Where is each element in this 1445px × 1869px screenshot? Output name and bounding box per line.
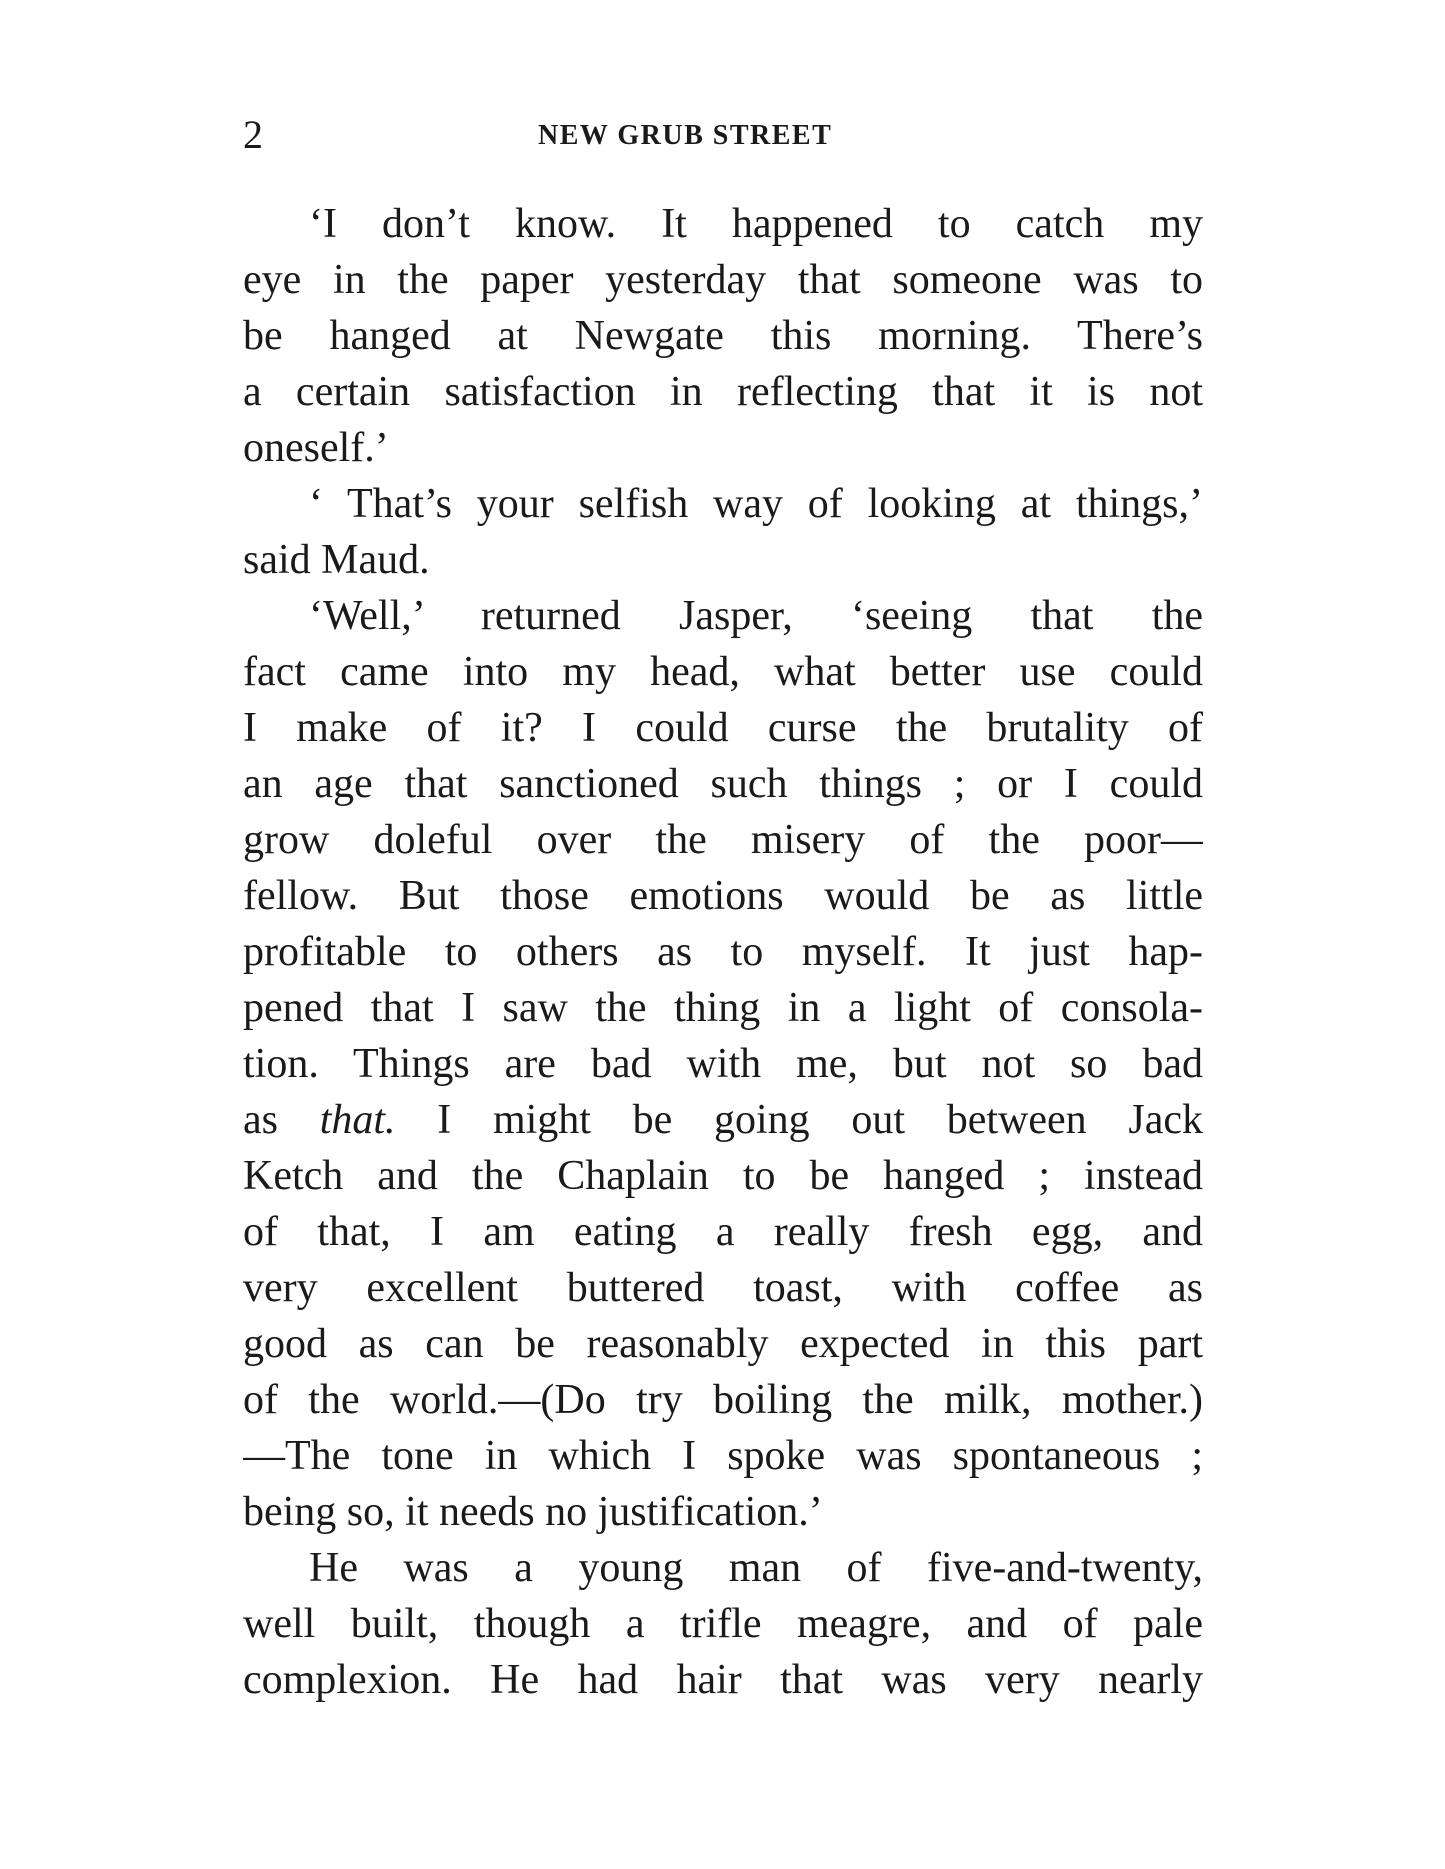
text-line: well built, though a trifle meagre, and of pale [243, 1601, 1203, 1647]
text-line: oneself.’ [243, 425, 389, 471]
running-head [243, 110, 1203, 160]
running-title: NEW GRUB STREET [538, 120, 833, 151]
paragraph-2 [243, 476, 1203, 588]
text-line: He was a young man of five-and-twenty, [309, 1545, 1203, 1591]
text-line-with-italic [243, 1092, 1203, 1148]
paragraph-4 [243, 1540, 1203, 1708]
text-line: fellow. But those emotions would be as little [243, 873, 1203, 919]
text-line: being so, it needs no justification.’ [243, 1489, 823, 1535]
text-line: of the world.—(Do try boiling the milk, mother.) [243, 1377, 1203, 1423]
text-fragment: I might be going out between Jack [437, 1097, 1203, 1143]
text-line: Ketch and the Chaplain to be hanged ; instead [243, 1153, 1203, 1199]
text-line: grow doleful over the misery of the poor— [243, 817, 1203, 863]
text-line: be hanged at Newgate this morning. There’s [243, 313, 1203, 359]
text-line: ‘I don’t know. It happened to catch my [309, 201, 1203, 247]
text-line: eye in the paper yesterday that someone was to [243, 257, 1203, 303]
text-line: profitable to others as to myself. It just hap- [243, 929, 1203, 975]
text-line: a certain satisfaction in reflecting that it is not [243, 369, 1203, 415]
paragraph-1 [243, 196, 1203, 476]
text-line: good as can be reasonably expected in this part [243, 1321, 1203, 1367]
text-line: pened that I saw the thing in a light of consola- [243, 985, 1203, 1031]
text-line: —The tone in which I spoke was spontaneous ; [243, 1433, 1203, 1479]
body-text [243, 196, 1203, 1708]
page-number: 2 [243, 112, 263, 157]
text-line: of that, I am eating a really fresh egg, and [243, 1209, 1203, 1255]
text-line: ‘Well,’ returned Jasper, ‘seeing that the [309, 593, 1203, 639]
paragraph-3 [243, 588, 1203, 1540]
text-line: tion. Things are bad with me, but not so bad [243, 1041, 1203, 1087]
text-line: said Maud. [243, 537, 430, 583]
text-line: I make of it? I could curse the brutality of [243, 705, 1203, 751]
text-word: as [243, 1097, 278, 1143]
italic-word: that. [319, 1097, 396, 1143]
text-line: ‘ That’s your selfish way of looking at things,’ [309, 481, 1203, 527]
text-line: complexion. He had hair that was very nearly [243, 1657, 1203, 1703]
text-line: very excellent buttered toast, with coffee as [243, 1265, 1203, 1311]
text-line: fact came into my head, what better use could [243, 649, 1203, 695]
text-line: an age that sanctioned such things ; or I could [243, 761, 1203, 807]
